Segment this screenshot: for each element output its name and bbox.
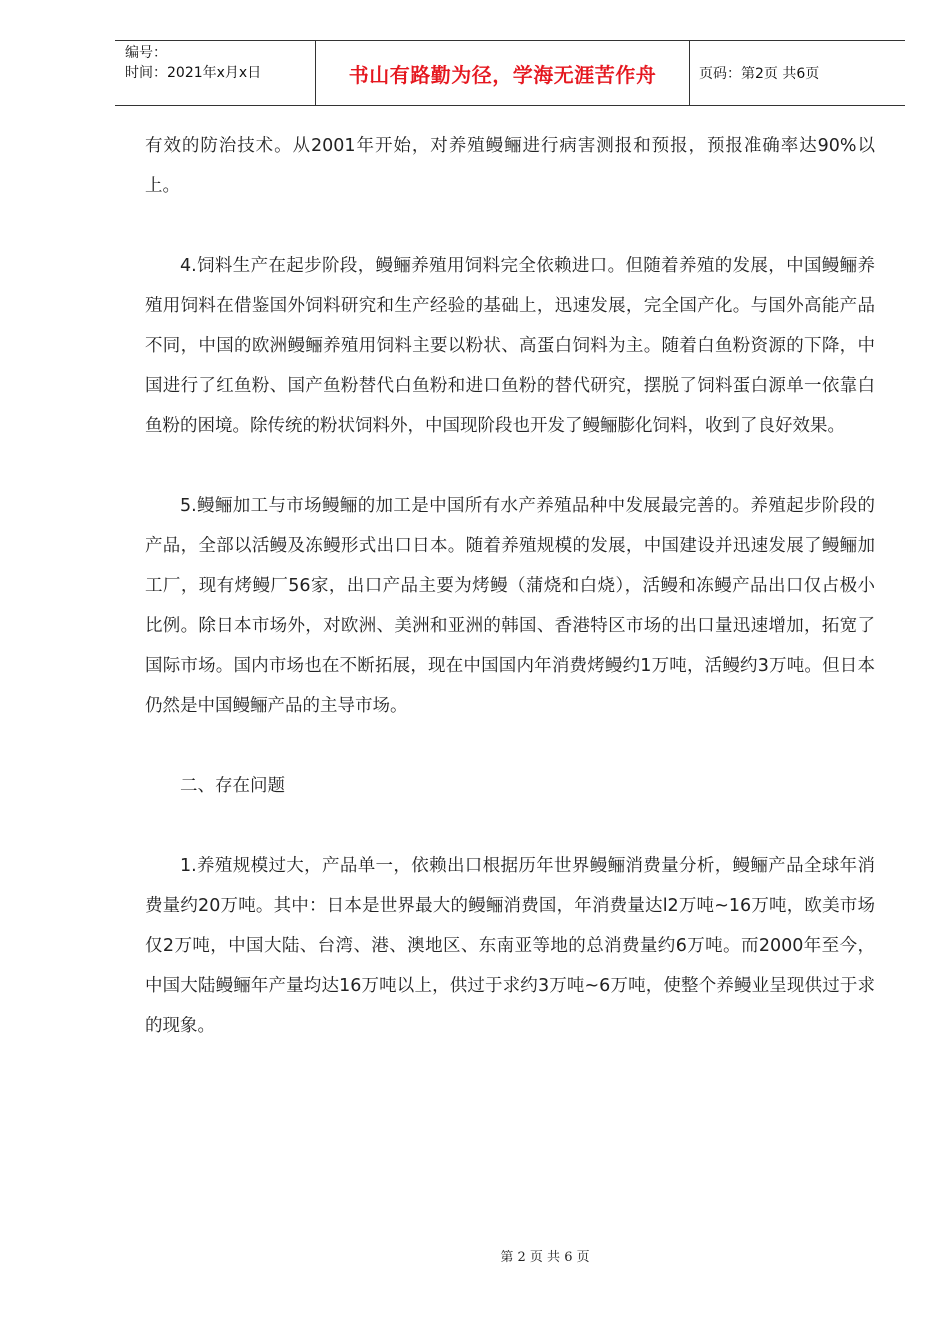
- paragraph-gap: [145, 726, 875, 766]
- paragraph-feed-production: 4.饲料生产在起步阶段，鳗鲡养殖用饲料完全依赖进口。但随着养殖的发展，中国鳗鲡养殖用饲料在借鉴国外饲料研究和生产经验的基础上，迅速发展，完全国产化。与国外高能产品不同，中国的欧洲鳗鲡养殖用饲料主要以粉状、高蛋白饲料为主。随着白鱼粉资源的下降，中国进行了红鱼粉、国产鱼粉替代白鱼粉和进口鱼粉的替代研究，摆脱了饲料蛋白源单一依靠白鱼粉的困境。除传统的粉状饲料外，中国现阶段也开发了鳗鲡膨化饲料，收到了良好效果。: [145, 256, 875, 436]
- document-number-label: 编号：: [125, 45, 167, 61]
- section-heading-problems: 二、存在问题: [180, 776, 285, 796]
- document-time-label: 时间：2021年x月x日: [125, 65, 262, 81]
- paragraph-scale-too-large: 1.养殖规模过大，产品单一，依赖出口根据历年世界鳗鲡消费量分析，鳗鲡产品全球年消费量约20万吨。其中：日本是世界最大的鳗鲡消费国，年消费量达l2万吨~16万吨，欧美市场仅2万吨，中国大陆、台湾、港、澳地区、东南亚等地的总消费量约6万吨。而2000年至今，中国大陆鳗鲡年产量均达16万吨以上，供过于求约3万吨~6万吨，使整个养鳗业呈现供过于求的现象。: [145, 856, 875, 1036]
- paragraph-continued: 有效的防治技术。从2001年开始，对养殖鳗鲡进行病害测报和预报，预报准确率达90%以上。: [145, 136, 875, 196]
- paragraph-gap: [145, 446, 875, 486]
- paragraph-gap: [145, 206, 875, 246]
- document-body: [145, 126, 875, 1046]
- header-divider-right: [689, 41, 690, 105]
- paragraph-gap: [145, 806, 875, 846]
- paragraph-processing-market: 5.鳗鲡加工与市场鳗鲡的加工是中国所有水产养殖品种中发展最完善的。养殖起步阶段的产品，全部以活鳗及冻鳗形式出口日本。随着养殖规模的发展，中国建设并迅速发展了鳗鲡加工厂，现有烤鳗厂56家，出口产品主要为烤鳗（蒲烧和白烧），活鳗和冻鳗产品出口仅占极小比例。除日本市场外，对欧洲、美洲和亚洲的韩国、香港特区市场的出口量迅速增加，拓宽了国际市场。国内市场也在不断拓展，现在中国国内年消费烤鳗约1万吨，活鳗约3万吨。但日本仍然是中国鳗鲡产品的主导市场。: [145, 496, 875, 716]
- header-meta: [125, 43, 261, 83]
- page-footer: 第 2 页 共 6 页: [500, 1250, 590, 1265]
- header-page-info: 页码：第2页 共6页: [699, 66, 820, 82]
- header-motto: 书山有路勤为径，学海无涯苦作舟: [348, 62, 657, 87]
- page-header: [115, 40, 905, 106]
